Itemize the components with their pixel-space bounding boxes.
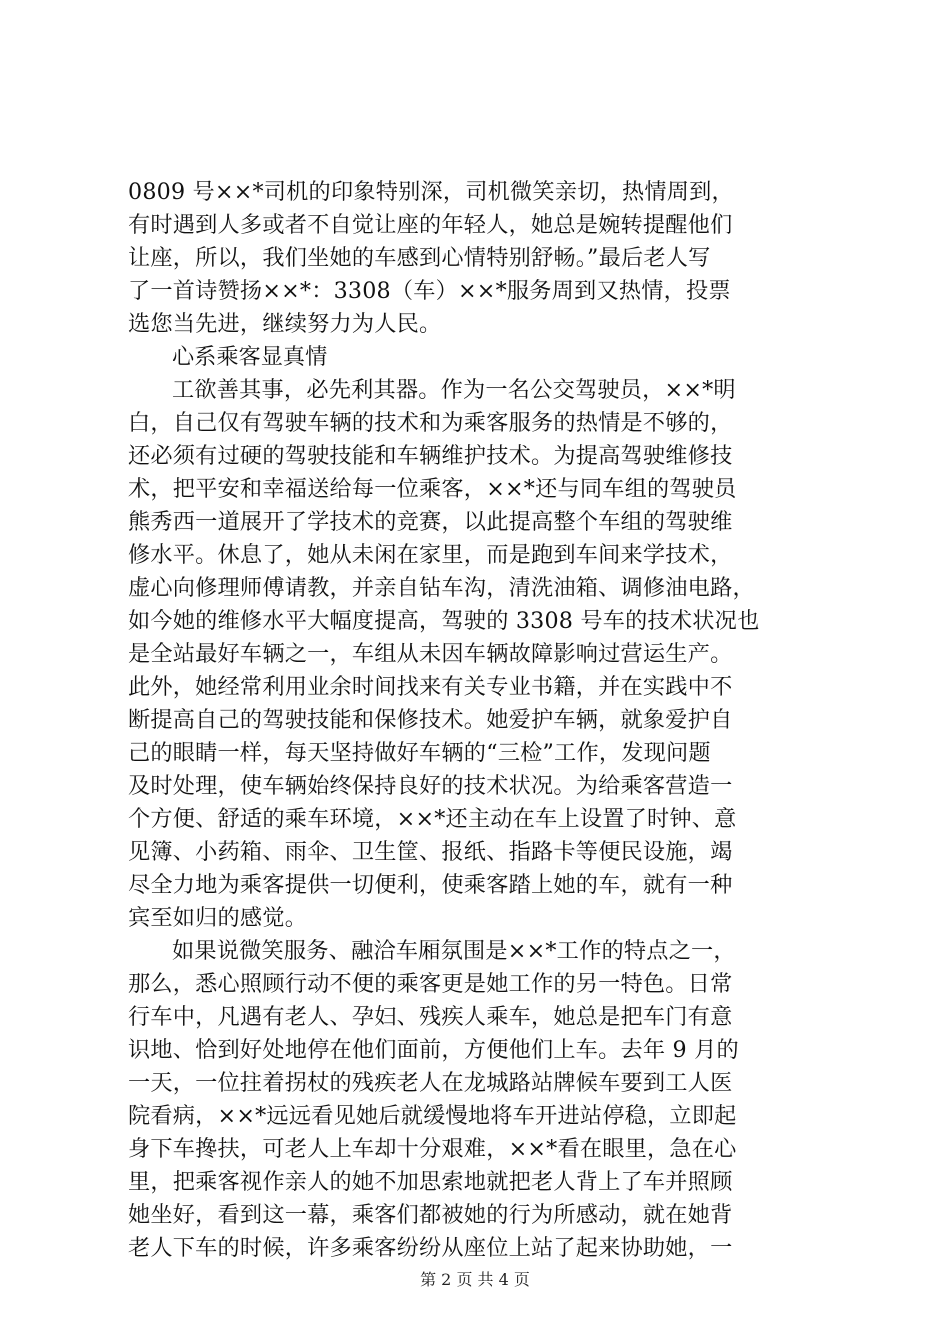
text-line: 断提高自己的驾驶技能和保修技术。她爱护车辆，就象爱护自	[128, 707, 733, 733]
paragraph-first-line: 如果说微笑服务、融洽车厢氛围是××*工作的特点之一，	[172, 938, 736, 964]
text-line: 个方便、舒适的乘车环境，××*还主动在车上设置了时钟、意	[128, 806, 737, 832]
text-line: 尽全力地为乘客提供一切便利，使乘客踏上她的车，就有一种	[128, 872, 733, 898]
paragraph-first-line: 工欲善其事，必先利其器。作为一名公交驾驶员，××*明	[172, 377, 736, 403]
text-line: 是全站最好车辆之一，车组从未因车辆故障影响过营运生产。	[128, 641, 733, 667]
page-footer: 第 2 页 共 4 页	[420, 1270, 530, 1289]
text-line: 见簿、小药箱、雨伞、卫生筐、报纸、指路卡等便民设施，竭	[128, 839, 733, 865]
text-line: 行车中，凡遇有老人、孕妇、残疾人乘车，她总是把车门有意	[128, 1004, 733, 1030]
text-line: 老人下车的时候，许多乘客纷纷从座位上站了起来协助她，一	[128, 1235, 733, 1261]
section-heading: 心系乘客显真情	[172, 344, 328, 370]
text-line: 宾至如归的感觉。	[128, 905, 308, 931]
text-line: 她坐好，看到这一幕，乘客们都被她的行为所感动，就在她背	[128, 1202, 733, 1228]
text-line: 如今她的维修水平大幅度提高，驾驶的 3308 号车的技术状况也	[128, 608, 760, 634]
text-line: 修水平。休息了，她从未闲在家里，而是跑到车间来学技术，	[128, 542, 733, 568]
text-line: 让座，所以，我们坐她的车感到心情特别舒畅。”最后老人写	[128, 245, 711, 271]
text-line: 院看病，××*远远看见她后就缓慢地将车开进站停稳，立即起	[128, 1103, 737, 1129]
text-line: 一天，一位拄着拐杖的残疾老人在龙城路站牌候车要到工人医	[128, 1070, 733, 1096]
text-line: 及时处理，使车辆始终保持良好的技术状况。为给乘客营造一	[128, 773, 733, 799]
text-line: 里，把乘客视作亲人的她不加思索地就把老人背上了车并照顾	[128, 1169, 733, 1195]
text-line: 此外，她经常利用业余时间找来有关专业书籍，并在实践中不	[128, 674, 733, 700]
text-line: 有时遇到人多或者不自觉让座的年轻人，她总是婉转提醒他们	[128, 212, 733, 238]
text-line: 熊秀西一道展开了学技术的竞赛，以此提高整个车组的驾驶维	[128, 509, 733, 535]
text-line: 术，把平安和幸福送给每一位乘客，××*还与同车组的驾驶员	[128, 476, 737, 502]
text-line: 那么，悉心照顾行动不便的乘客更是她工作的另一特色。日常	[128, 971, 733, 997]
text-line: 还必须有过硬的驾驶技能和车辆维护技术。为提高驾驶维修技	[128, 443, 733, 469]
document-body	[128, 176, 828, 1265]
text-line: 选您当先进，继续努力为人民。	[128, 311, 442, 337]
text-line: 识地、恰到好处地停在他们面前，方便他们上车。去年 9 月的	[128, 1037, 739, 1063]
text-line: 0809 号××*司机的印象特别深，司机微笑亲切，热情周到，	[128, 179, 734, 205]
text-line: 身下车搀扶，可老人上车却十分艰难，××*看在眼里，急在心	[128, 1136, 737, 1162]
text-line: 己的眼睛一样，每天坚持做好车辆的“三检”工作，发现问题	[128, 740, 711, 766]
text-line: 虚心向修理师傅请教，并亲自钻车沟，清洗油箱、调修油电路，	[128, 575, 755, 601]
text-line: 白，自己仅有驾驶车辆的技术和为乘客服务的热情是不够的，	[128, 410, 733, 436]
text-line: 了一首诗赞扬××*：3308（车）××*服务周到又热情，投票	[128, 278, 731, 304]
